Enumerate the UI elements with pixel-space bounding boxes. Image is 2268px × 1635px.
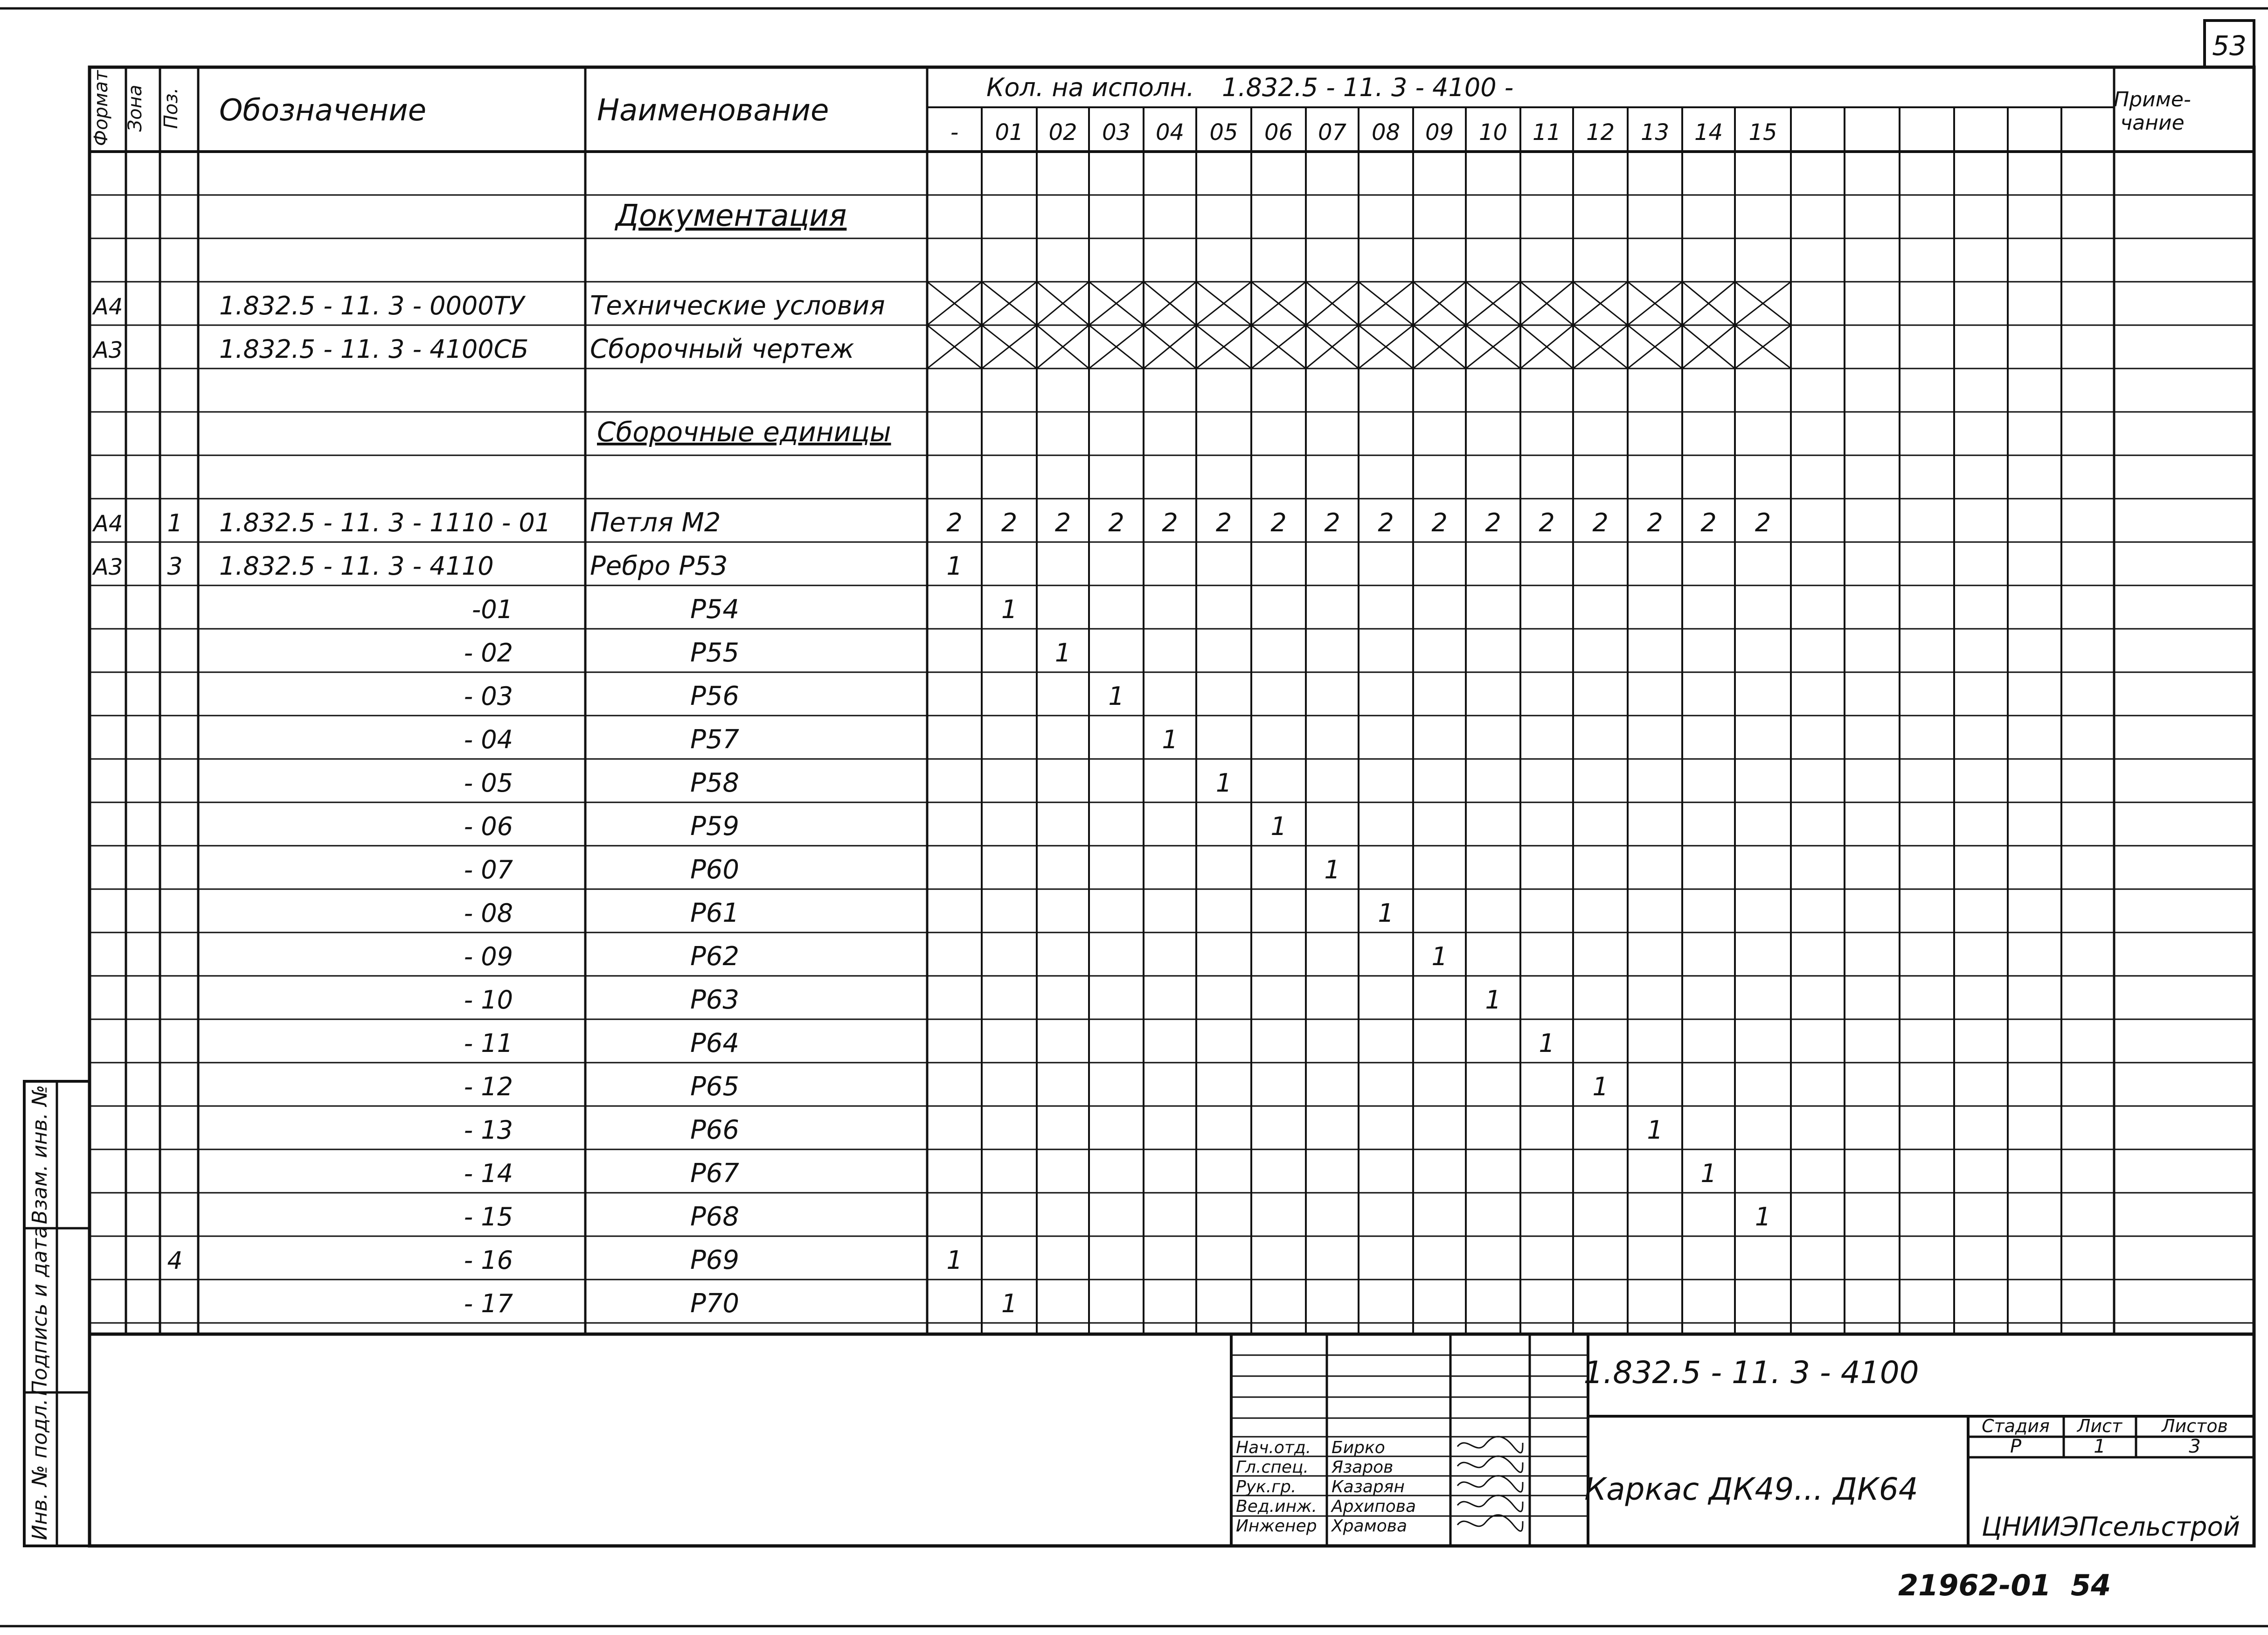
- variant-headers: [950, 119, 1777, 146]
- row-designation: - 14: [464, 1159, 513, 1188]
- row-designation: - 17: [464, 1289, 513, 1318]
- row-format: А3: [93, 554, 123, 580]
- qty-cell: 1: [1162, 725, 1178, 754]
- left-margin-stamp: [24, 1081, 90, 1546]
- header-note-line2: чание: [2120, 111, 2185, 135]
- qty-cell: 2: [1054, 508, 1071, 537]
- header-format: Формат: [90, 70, 112, 146]
- table-row: [464, 1288, 1018, 1319]
- row-name: Р55: [690, 638, 740, 668]
- variant-header: 11: [1532, 119, 1561, 146]
- variant-header: 08: [1371, 119, 1401, 146]
- table-row: [464, 638, 1071, 668]
- row-format: А4: [93, 294, 123, 320]
- row-name: Р67: [690, 1158, 740, 1189]
- qty-cell: 2: [1001, 508, 1018, 537]
- variant-header: -: [950, 119, 959, 146]
- row-name: Р58: [690, 768, 740, 798]
- table-row: [464, 1158, 1717, 1189]
- variant-header: 04: [1155, 119, 1185, 146]
- qty-cell: 2: [1592, 508, 1609, 537]
- qty-cell: 1: [1539, 1029, 1555, 1058]
- variant-header: 10: [1478, 119, 1508, 146]
- row-name: Р57: [690, 724, 740, 755]
- qty-cell: 2: [1378, 508, 1394, 537]
- table-row: [464, 1115, 1663, 1145]
- qty-cell: 2: [1539, 508, 1555, 537]
- table-row: [472, 594, 1017, 625]
- qty-cell: 1: [1700, 1159, 1717, 1188]
- stage-value: Р: [2010, 1436, 2022, 1457]
- page-number: 53: [2212, 30, 2247, 62]
- header-designation: Обозначение: [219, 93, 427, 128]
- row-designation: - 06: [464, 812, 513, 841]
- header-qty-title: Кол. на исполн.: [986, 73, 1194, 102]
- album-code: 21962-01: [1898, 1568, 2051, 1602]
- title-block: [90, 1334, 2254, 1546]
- qty-cell: 2: [1700, 508, 1717, 537]
- role-label: Нач.отд.: [1236, 1438, 1311, 1457]
- role-person: Архипова: [1332, 1497, 1416, 1516]
- row-name: Р63: [690, 985, 740, 1015]
- role-person: Казарян: [1332, 1477, 1405, 1496]
- stage-label: Стадия: [1982, 1416, 2050, 1436]
- qty-cell: 1: [946, 1245, 963, 1275]
- row-designation: - 04: [464, 725, 513, 754]
- row-designation: 1.832.5 - 11. 3 - 0000ТУ: [219, 291, 525, 320]
- table-row: [92, 508, 1771, 538]
- variant-header: 02: [1048, 119, 1077, 146]
- variant-header: 15: [1748, 119, 1777, 146]
- row-designation: - 15: [464, 1202, 513, 1231]
- header-note-line1: Приме-: [2114, 88, 2191, 111]
- doc-name: Каркас ДК49... ДК64: [1584, 1471, 1918, 1507]
- sheet-value: 1: [2094, 1436, 2106, 1457]
- row-format: А4: [93, 511, 123, 537]
- qty-cell: 1: [1324, 855, 1340, 884]
- row-name: Технические условия: [590, 291, 885, 321]
- variant-header: 09: [1425, 119, 1454, 146]
- sheets-label: Листов: [2162, 1416, 2228, 1436]
- row-designation: 1.832.5 - 11. 3 - 4100СБ: [219, 334, 529, 364]
- sheet-label: Лист: [2077, 1416, 2122, 1436]
- row-name: Р56: [690, 681, 740, 711]
- sheets-value: 3: [2189, 1436, 2201, 1457]
- table-row: [464, 768, 1232, 798]
- margin-replace-inv: Взам. инв. №: [28, 1085, 52, 1225]
- section-documentation: Документация: [616, 199, 847, 233]
- qty-cell: 1: [1001, 595, 1018, 624]
- doc-code: 1.832.5 - 11. 3 - 4100: [1583, 1355, 1919, 1391]
- row-designation: - 07: [464, 855, 513, 884]
- spec-table-grid: [90, 67, 2254, 1334]
- qty-cell: 2: [1647, 508, 1663, 537]
- row-name: Р68: [690, 1202, 740, 1232]
- row-name: Р61: [690, 898, 740, 928]
- signature-scribble: [1457, 1515, 1523, 1531]
- header-pos: Поз.: [160, 87, 182, 129]
- row-designation: - 16: [464, 1245, 513, 1275]
- row-pos: 3: [167, 553, 183, 581]
- row-designation: 1.832.5 - 11. 3 - 4110: [219, 551, 494, 581]
- signature-scribble: [1457, 1437, 1523, 1453]
- signature-scribble: [1457, 1456, 1523, 1473]
- row-designation: - 13: [464, 1115, 513, 1145]
- organization: ЦНИИЭПсельстрой: [1981, 1512, 2240, 1542]
- row-name: Петля М2: [590, 508, 721, 538]
- row-designation: - 11: [464, 1029, 513, 1058]
- row-name: Р59: [690, 811, 740, 842]
- qty-cell: 1: [1270, 812, 1287, 841]
- table-row: [464, 811, 1287, 842]
- table-row: [464, 681, 1124, 711]
- role-label: Рук.гр.: [1236, 1477, 1297, 1496]
- qty-cell: 1: [1755, 1202, 1771, 1231]
- table-row: [464, 855, 1340, 885]
- row-format: А3: [93, 337, 123, 363]
- qty-cell: 1: [1108, 682, 1124, 711]
- variant-header: 03: [1102, 119, 1131, 146]
- row-name: Р66: [690, 1115, 740, 1145]
- role-label: Инженер: [1236, 1517, 1317, 1536]
- row-name: Р69: [690, 1245, 740, 1275]
- row-designation: - 12: [464, 1072, 513, 1101]
- header-qty-code: 1.832.5 - 11. 3 - 4100 -: [1222, 73, 1514, 102]
- qty-cell: 2: [1270, 508, 1287, 537]
- table-row: [167, 1245, 962, 1275]
- qty-cell: 1: [1647, 1115, 1663, 1145]
- role-person: Бирко: [1332, 1438, 1385, 1457]
- qty-cell: 2: [946, 508, 963, 537]
- row-designation: -01: [472, 595, 513, 624]
- row-designation: - 03: [464, 682, 513, 711]
- qty-cell: 2: [1162, 508, 1178, 537]
- main-frame: [90, 67, 2254, 1546]
- qty-cell: 2: [1215, 508, 1232, 537]
- row-pos: 1: [167, 509, 183, 537]
- table-row: [92, 551, 963, 581]
- qty-cell: 2: [1485, 508, 1501, 537]
- row-name: Р64: [690, 1028, 740, 1058]
- row-designation: - 02: [464, 638, 513, 668]
- qty-cell: 2: [1324, 508, 1340, 537]
- qty-cell: 1: [1054, 638, 1071, 668]
- role-person: Язаров: [1332, 1458, 1394, 1477]
- table-row: [464, 898, 1394, 928]
- qty-cell: 1: [1485, 985, 1501, 1015]
- table-row: [464, 724, 1178, 755]
- row-name: Р54: [690, 594, 740, 625]
- variant-header: 05: [1209, 119, 1238, 146]
- role-label: Гл.спец.: [1236, 1458, 1309, 1477]
- row-designation: - 05: [464, 768, 513, 798]
- qty-cell: 2: [1431, 508, 1448, 537]
- qty-cell: 1: [1378, 898, 1394, 928]
- signature-scribble: [1457, 1476, 1523, 1492]
- header-zone: Зона: [125, 84, 146, 132]
- table-row: [92, 325, 1791, 369]
- table-row: [92, 282, 1791, 325]
- qty-cell: 2: [1755, 508, 1771, 537]
- header-name: Наименование: [597, 93, 829, 128]
- role-person: Храмова: [1332, 1517, 1408, 1536]
- row-name: Р65: [690, 1071, 740, 1102]
- variant-header: 13: [1640, 119, 1670, 146]
- spec-rows: [92, 282, 1791, 1319]
- margin-sign-date: Подпись и дата: [28, 1225, 52, 1396]
- variant-header: 01: [995, 119, 1024, 146]
- qty-cell: 1: [946, 551, 963, 581]
- row-name: Ребро Р53: [590, 551, 728, 581]
- qty-cell: 1: [1431, 942, 1448, 971]
- album-page: 54: [2071, 1568, 2111, 1602]
- row-name: Р70: [690, 1288, 740, 1319]
- variant-header: 06: [1264, 119, 1293, 146]
- qty-cell: 1: [1592, 1072, 1609, 1101]
- row-name: Р60: [690, 855, 740, 885]
- variant-header: 12: [1586, 119, 1615, 146]
- qty-cell: 1: [1001, 1289, 1018, 1318]
- row-pos: 4: [167, 1247, 183, 1275]
- row-designation: - 09: [464, 942, 513, 971]
- row-name: Р62: [690, 941, 740, 972]
- qty-cell: 2: [1108, 508, 1124, 537]
- signature-scribble: [1457, 1496, 1523, 1512]
- section-assembly-units: Сборочные единицы: [597, 416, 891, 448]
- role-label: Вед.инж.: [1236, 1497, 1317, 1516]
- row-name: Сборочный чертеж: [590, 334, 854, 364]
- variant-header: 07: [1318, 119, 1347, 146]
- row-designation: 1.832.5 - 11. 3 - 1110 - 01: [219, 508, 551, 537]
- margin-inv-orig: Инв. № подл.: [28, 1398, 52, 1540]
- table-row: [464, 1028, 1555, 1058]
- qty-cell: 1: [1215, 768, 1232, 798]
- variant-header: 14: [1694, 119, 1723, 146]
- table-row: [464, 941, 1448, 972]
- row-designation: - 10: [464, 985, 513, 1015]
- table-row: [464, 1202, 1771, 1232]
- row-designation: - 08: [464, 898, 513, 928]
